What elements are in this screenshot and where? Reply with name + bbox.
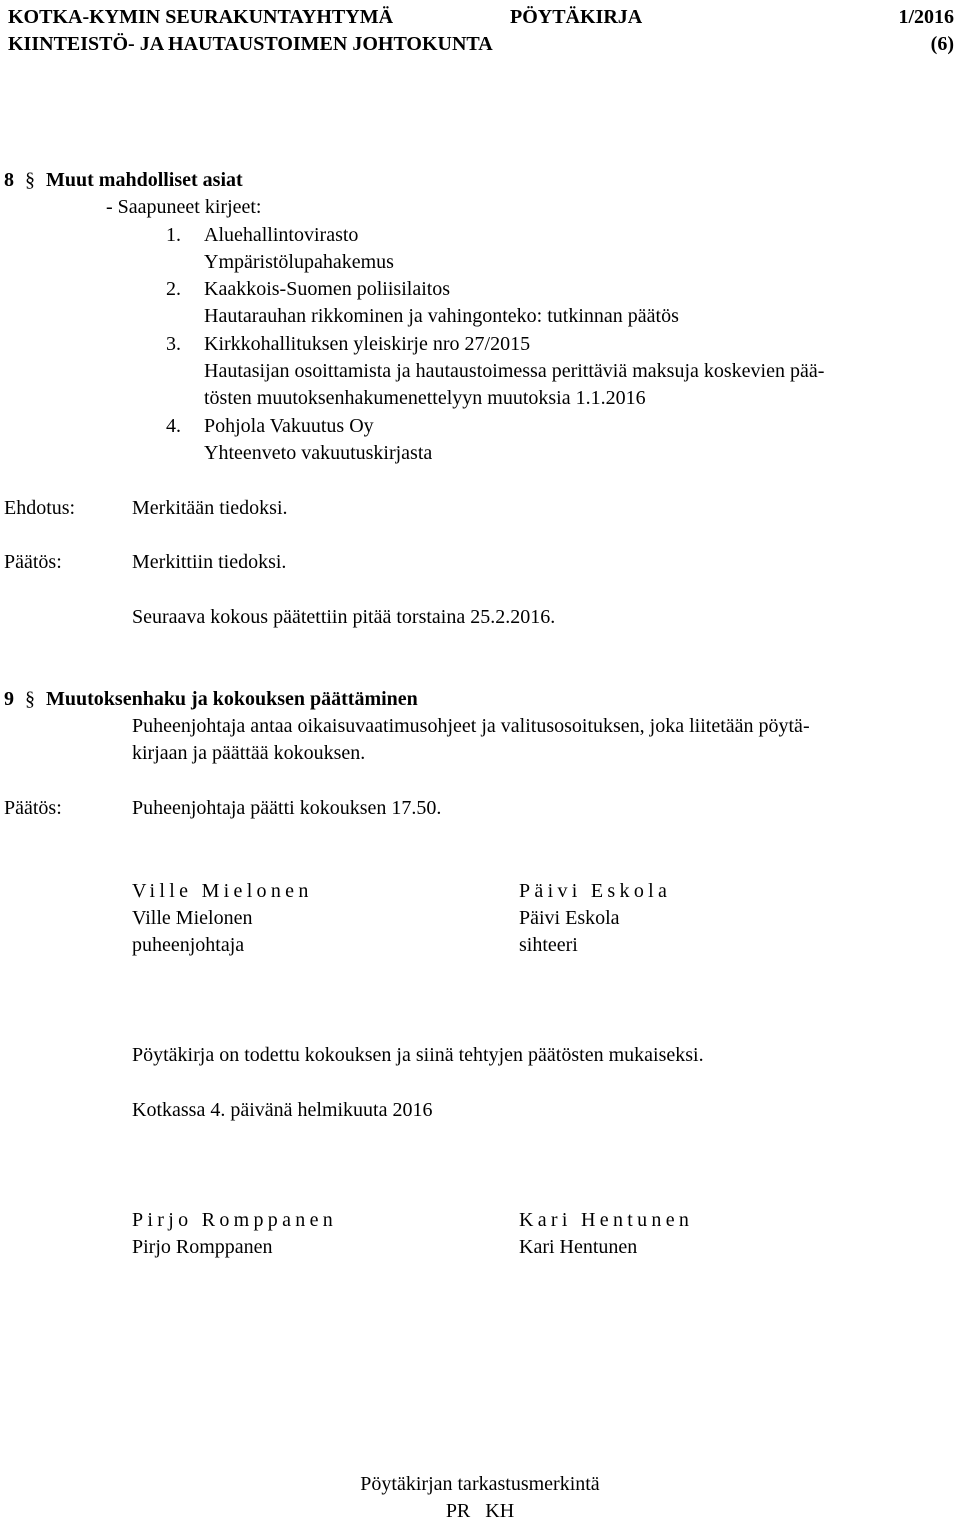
item-3-line3: tösten muutoksenhakumenettelyyn muutoksia 1.1.2016	[204, 387, 646, 409]
item-4-line2: Yhteenveto vakuutuskirjasta	[204, 442, 433, 464]
item-3-line2: Hautasijan osoittamista ja hautaustoimessa perittäviä maksuja koskevien pää-	[204, 360, 825, 382]
section8-number: 8	[4, 169, 14, 191]
section9-heading	[4, 686, 418, 713]
signature-secretary-name: Päivi Eskola	[519, 907, 620, 929]
signature-chair-name: Ville Mielonen	[132, 907, 253, 929]
item-3-number: 3.	[166, 333, 181, 355]
header-doc-type: PÖYTÄKIRJA	[510, 6, 643, 28]
decision-text: Merkittiin tiedoksi.	[132, 551, 287, 573]
section9-text-line1: Puheenjohtaja antaa oikaisuvaatimusohjeet ja valitusosoituksen, joka liitetään pöytä-	[132, 715, 810, 737]
section9-decision-label: Päätös:	[4, 797, 62, 819]
section9-number: 9	[4, 688, 14, 710]
item-4-line1: Pohjola Vakuutus Oy	[204, 415, 374, 437]
section8-intro: - Saapuneet kirjeet:	[106, 196, 262, 218]
item-1-line1: Aluehallintovirasto	[204, 224, 359, 246]
signature-chair-role: puheenjohtaja	[132, 934, 245, 956]
section-symbol: §	[25, 688, 35, 710]
signature-checker2-spaced: Kari Hentunen	[519, 1209, 694, 1231]
signature-checker1-name: Pirjo Romppanen	[132, 1236, 273, 1258]
proposal-text: Merkitään tiedoksi.	[132, 497, 288, 519]
item-2-number: 2.	[166, 278, 181, 300]
item-3-line1: Kirkkohallituksen yleiskirje nro 27/2015	[204, 333, 531, 355]
section8-title: Muut mahdolliset asiat	[46, 169, 243, 191]
header-board: KIINTEISTÖ- JA HAUTAUSTOIMEN JOHTOKUNTA	[8, 33, 493, 55]
section-symbol: §	[25, 169, 35, 191]
item-4-number: 4.	[166, 415, 181, 437]
item-1-line2: Ympäristölupahakemus	[204, 251, 394, 273]
header-page: (6)	[930, 33, 954, 55]
signature-secretary-spaced: Päivi Eskola	[519, 880, 672, 902]
decision-label: Päätös:	[4, 551, 62, 573]
section8-heading	[4, 167, 243, 194]
verification-statement: Pöytäkirja on todettu kokouksen ja siinä tehtyjen päätösten mukaiseksi.	[132, 1044, 704, 1066]
section9-decision-text: Puheenjohtaja päätti kokouksen 17.50.	[132, 797, 442, 819]
header-doc-number: 1/2016	[898, 6, 954, 28]
header-org: KOTKA-KYMIN SEURAKUNTAYHTYMÄ	[8, 6, 394, 28]
signature-chair-spaced: Ville Mielonen	[132, 880, 313, 902]
signature-checker2-name: Kari Hentunen	[519, 1236, 638, 1258]
footer-initials: PR KH	[445, 1500, 515, 1522]
proposal-label: Ehdotus:	[4, 497, 76, 519]
signature-secretary-role: sihteeri	[519, 934, 578, 956]
verification-place-date: Kotkassa 4. päivänä helmikuuta 2016	[132, 1099, 433, 1121]
footer-label: Pöytäkirjan tarkastusmerkintä	[360, 1473, 600, 1495]
next-meeting-text: Seuraava kokous päätettiin pitää torstaina 25.2.2016.	[132, 606, 556, 628]
item-2-line1: Kaakkois-Suomen poliisilaitos	[204, 278, 451, 300]
section9-text-line2: kirjaan ja päättää kokouksen.	[132, 742, 366, 764]
item-1-number: 1.	[166, 224, 181, 246]
signature-checker1-spaced: Pirjo Romppanen	[132, 1209, 338, 1231]
section9-title: Muutoksenhaku ja kokouksen päättäminen	[46, 688, 418, 710]
item-2-line2: Hautarauhan rikkominen ja vahingonteko: tutkinnan päätös	[204, 305, 679, 327]
